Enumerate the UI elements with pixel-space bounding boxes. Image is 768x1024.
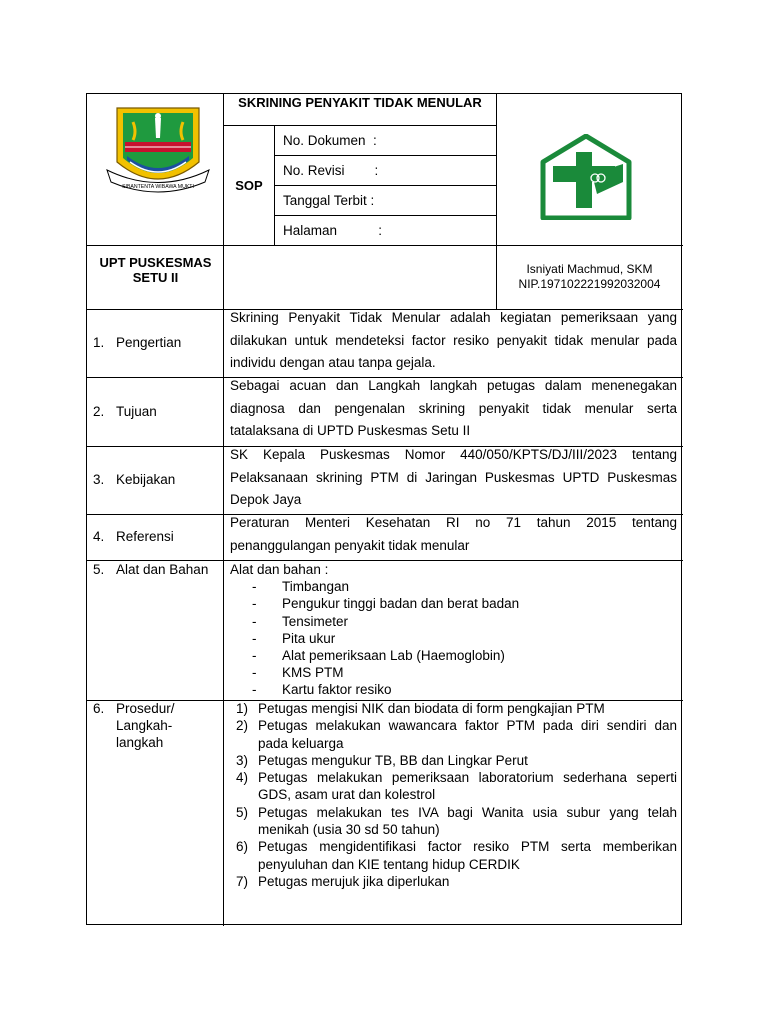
document-title: SKRINING PENYAKIT TIDAK MENULAR (238, 95, 482, 110)
sop-label: SOP (235, 177, 263, 193)
procedure-step: 3) Petugas mengukur TB, BB dan Lingkar Perut (236, 752, 528, 768)
list-item: - Pengukur tinggi badan dan berat badan (252, 596, 520, 612)
list-item: - Timbangan (252, 579, 350, 595)
section-label-prosedur: 6. Prosedur/ Langkah-langkah (93, 701, 175, 750)
list-item: - Tensimeter (252, 613, 349, 629)
signer-name: Isniyati Machmud, SKM (526, 262, 653, 276)
puskesmas-logo (539, 134, 633, 220)
section-label-alat-bahan: 5. Alat dan Bahan (93, 562, 209, 577)
section-label-kebijakan: 3. Kebijakan (93, 472, 176, 487)
meta-revision: No. Revisi : (283, 163, 379, 178)
meta-document-number: No. Dokumen : (283, 133, 377, 148)
section-content-referensi: Peraturan Menteri Kesehatan RI no 71 tahun 2015 tentang penanggulangan penyakit tidak menular (230, 515, 677, 553)
list-item: - Alat pemeriksaan Lab (Haemoglobin) (252, 648, 505, 664)
procedure-step: 2) Petugas melakukan wawancara faktor PTM pada diri sendiri dan pada keluarga (236, 718, 677, 751)
section-content-kebijakan: SK Kepala Puskesmas Nomor 440/050/KPTS/DJ/III/2023 tentang Pelaksanaan skrining PTM di Jaringan Puskesmas UPTD Puskesmas Depok Jaya (230, 447, 677, 507)
procedure-step: 7) Petugas merujuk jika diperlukan (236, 873, 450, 889)
procedure-step: 5) Petugas melakukan tes IVA bagi Wanita usia subur yang telah menikah (usia 30 sd 50 tahun) (236, 804, 677, 838)
list-item: - Pita ukur (252, 630, 336, 646)
meta-page: Halaman : (283, 223, 383, 238)
section-content-pengertian: Skrining Penyakit Tidak Menular adalah kegiatan pemeriksaan yang dilakukan untuk mendeteksi factor resiko penyakit tidak menular pada individu dengan atau tanpa gejala. (230, 310, 677, 370)
signer-nip: NIP.197102221992032004 (518, 277, 661, 291)
list-item: - Kartu faktor resiko (252, 682, 392, 698)
procedure-step: 1) Petugas mengisi NIK dan biodata di form pengkajian PTM (236, 701, 605, 716)
equipment-list (230, 561, 677, 699)
regional-emblem-logo (103, 100, 213, 200)
section-label-referensi: 4. Referensi (93, 529, 174, 544)
procedure-step: 6) Petugas mengidentifikasi factor resiko PTM serta memberikan penyuluhan dan KIE tentang hidup CERDIK (236, 839, 677, 872)
sop-document (86, 93, 682, 925)
organization-name: UPT PUSKESMAS SETU II (99, 255, 212, 285)
equipment-intro: Alat dan bahan : (230, 562, 329, 577)
meta-issue-date: Tanggal Terbit : (283, 193, 375, 208)
procedure-step: 4) Petugas melakukan pemeriksaan laboratorium sederhana seperti GDS, asam urat dan kolestrol (236, 770, 677, 803)
list-item: - KMS PTM (252, 665, 344, 681)
section-label-pengertian: 1. Pengertian (93, 335, 182, 350)
signer-block (496, 245, 683, 309)
section-label-tujuan: 2. Tujuan (93, 404, 157, 419)
emblem-motto: SIBANTENTA WIBAWA MUKTI (122, 184, 194, 190)
section-content-tujuan: Sebagai acuan dan Langkah langkah petugas dalam menenegakan diagnosa dan pengenalan skrining penyakit tidak menular serta tatalaksana di UPTD Puskesmas Setu II (230, 378, 677, 438)
procedure-steps (230, 700, 677, 890)
